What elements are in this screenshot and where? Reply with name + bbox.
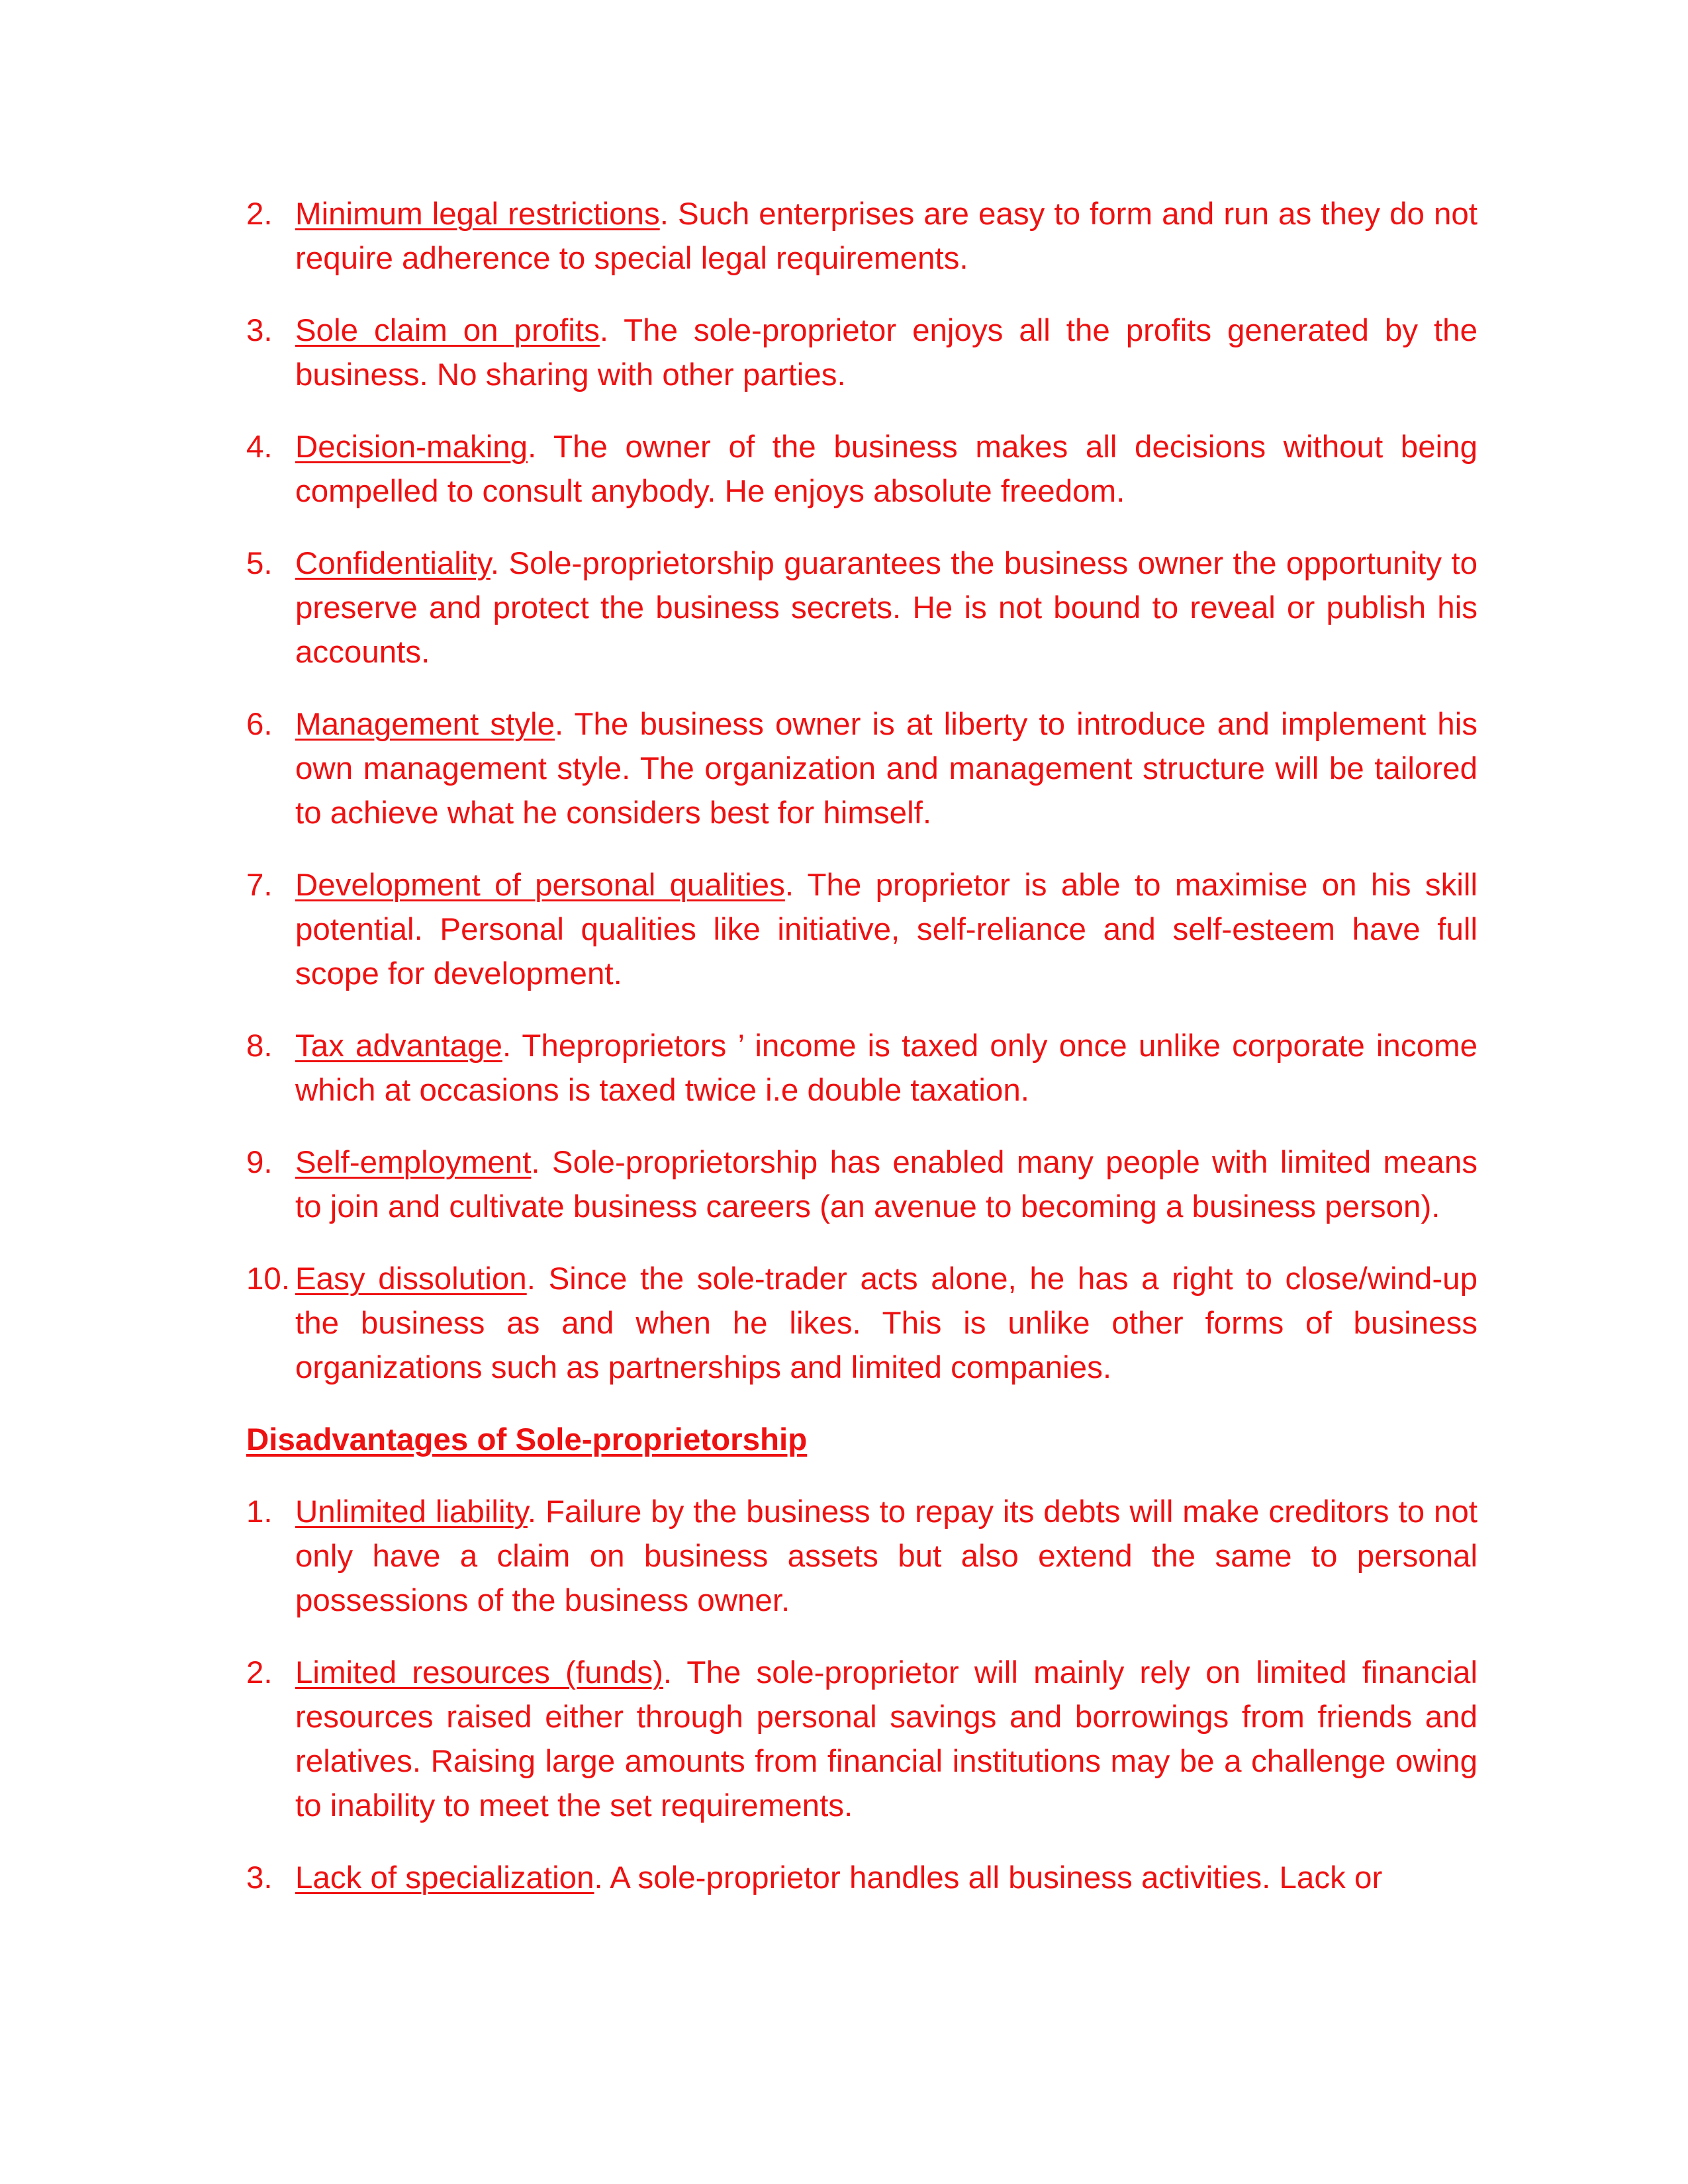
item-term: Decision-making xyxy=(295,430,528,465)
item-text: . Since the sole-trader acts alone, he has a right to close/wind-up the business as and when he likes. This is unlike other forms of business organizations such as partnerships and limited companies. xyxy=(295,1261,1477,1385)
document-page xyxy=(246,192,1477,1928)
item-number: 9. xyxy=(246,1145,273,1180)
advantage-item-4 xyxy=(246,425,1477,514)
disadvantage-item-3 xyxy=(246,1856,1477,1900)
item-text: . The sole-proprietor will mainly rely on limited financial resources raised either through personal savings and borrowings from friends and relatives. Raising large amounts from financial institutions may be a challenge owing to inability to meet the set requirements. xyxy=(295,1655,1478,1823)
advantage-item-2 xyxy=(246,192,1477,281)
item-text: . The sole-proprietor enjoys all the profits generated by the business. No sharing with other parties. xyxy=(295,313,1477,392)
advantage-item-6 xyxy=(246,702,1477,835)
item-text: . Theproprietors ’ income is taxed only once unlike corporate income which at occasions is taxed twice i.e double taxation. xyxy=(295,1028,1478,1108)
item-term: Confidentiality xyxy=(295,546,491,581)
item-number: 3. xyxy=(246,1860,273,1895)
item-number: 1. xyxy=(246,1494,273,1529)
item-text: . Failure by the business to repay its debts will make creditors to not only have a claim on business assets but also extend the same to personal possessions of the business owner. xyxy=(295,1494,1477,1618)
item-number: 10. xyxy=(246,1261,291,1297)
disadvantage-item-2 xyxy=(246,1651,1477,1828)
item-term: Unlimited liability xyxy=(295,1494,528,1529)
item-text: . Such enterprises are easy to form and run as they do not require adherence to special legal requirements. xyxy=(295,197,1477,276)
advantage-item-9 xyxy=(246,1140,1477,1229)
advantage-item-8 xyxy=(246,1024,1477,1113)
item-text: . Sole-proprietorship guarantees the business owner the opportunity to preserve and protect the business secrets. He is not bound to reveal or publish his accounts. xyxy=(295,546,1477,670)
item-text: . The proprietor is able to maximise on his skill potential. Personal qualities like initiative, self-reliance and self-esteem have full scope for development. xyxy=(295,868,1478,991)
advantage-item-10 xyxy=(246,1257,1477,1390)
item-number: 4. xyxy=(246,430,273,465)
advantage-item-5 xyxy=(246,541,1477,674)
disadvantage-item-1 xyxy=(246,1490,1477,1623)
item-term: Development of personal qualities xyxy=(295,868,785,903)
advantage-item-3 xyxy=(246,308,1477,397)
section-heading-disadvantages: Disadvantages of Sole-proprietorship xyxy=(246,1422,808,1457)
item-text: . Sole-proprietorship has enabled many people with limited means to join and cultivate business careers (an avenue to becoming a business person). xyxy=(295,1145,1477,1224)
item-text: . A sole-proprietor handles all business activities. Lack or xyxy=(594,1860,1383,1895)
item-term: Self-employment xyxy=(295,1145,532,1180)
item-term: Easy dissolution xyxy=(295,1261,527,1297)
advantage-item-7 xyxy=(246,863,1477,996)
item-term: Sole claim on profits xyxy=(295,313,600,348)
item-number: 8. xyxy=(246,1028,273,1064)
item-text: . The owner of the business makes all decisions without being compelled to consult anybody. He enjoys absolute freedom. xyxy=(295,430,1477,509)
item-number: 6. xyxy=(246,707,273,742)
item-text: . The business owner is at liberty to introduce and implement his own management style. The organization and management structure will be tailored to achieve what he considers best for himself. xyxy=(295,707,1477,831)
item-number: 5. xyxy=(246,546,273,581)
item-term: Minimum legal restrictions xyxy=(295,197,660,232)
item-term: Lack of specialization xyxy=(295,1860,594,1895)
item-number: 2. xyxy=(246,197,273,232)
item-term: Management style xyxy=(295,707,555,742)
item-number: 2. xyxy=(246,1655,273,1690)
item-number: 7. xyxy=(246,868,273,903)
item-term: Tax advantage xyxy=(295,1028,502,1064)
item-number: 3. xyxy=(246,313,273,348)
item-term: Limited resources (funds) xyxy=(295,1655,663,1690)
